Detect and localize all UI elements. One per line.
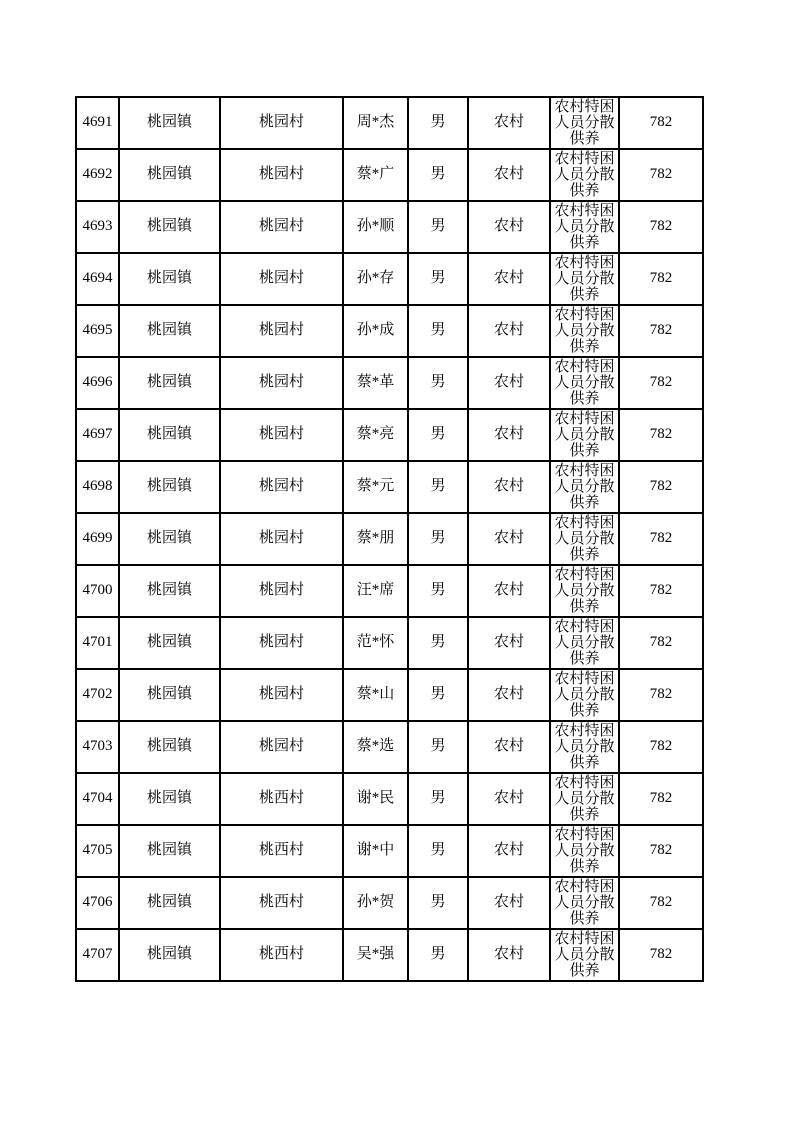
cell-gender: 男 bbox=[408, 305, 468, 357]
cell-person-name: 蔡*亮 bbox=[343, 409, 408, 461]
cell-person-name: 蔡*广 bbox=[343, 149, 408, 201]
table-row bbox=[76, 773, 703, 825]
cell-person-name: 谢*民 bbox=[343, 773, 408, 825]
cell-area-type: 农村 bbox=[468, 721, 550, 773]
cell-town: 桃园镇 bbox=[119, 825, 220, 877]
cell-town: 桃园镇 bbox=[119, 409, 220, 461]
cell-gender: 男 bbox=[408, 253, 468, 305]
table-row bbox=[76, 513, 703, 565]
cell-area-type: 农村 bbox=[468, 929, 550, 981]
cell-support-type: 农村特困人员分散供养 bbox=[550, 929, 619, 981]
cell-town: 桃园镇 bbox=[119, 253, 220, 305]
cell-area-type: 农村 bbox=[468, 97, 550, 149]
cell-amount: 782 bbox=[619, 409, 703, 461]
cell-person-name: 蔡*革 bbox=[343, 357, 408, 409]
cell-gender: 男 bbox=[408, 565, 468, 617]
cell-amount: 782 bbox=[619, 253, 703, 305]
cell-gender: 男 bbox=[408, 149, 468, 201]
table-row bbox=[76, 305, 703, 357]
cell-amount: 782 bbox=[619, 825, 703, 877]
cell-village: 桃西村 bbox=[220, 773, 343, 825]
cell-amount: 782 bbox=[619, 669, 703, 721]
cell-support-type: 农村特困人员分散供养 bbox=[550, 253, 619, 305]
cell-person-name: 周*杰 bbox=[343, 97, 408, 149]
cell-gender: 男 bbox=[408, 877, 468, 929]
cell-town: 桃园镇 bbox=[119, 513, 220, 565]
cell-amount: 782 bbox=[619, 305, 703, 357]
cell-serial-number: 4703 bbox=[76, 721, 119, 773]
cell-support-type: 农村特困人员分散供养 bbox=[550, 669, 619, 721]
cell-serial-number: 4692 bbox=[76, 149, 119, 201]
cell-gender: 男 bbox=[408, 357, 468, 409]
table-row bbox=[76, 97, 703, 149]
cell-amount: 782 bbox=[619, 97, 703, 149]
cell-gender: 男 bbox=[408, 929, 468, 981]
cell-town: 桃园镇 bbox=[119, 149, 220, 201]
cell-village: 桃园村 bbox=[220, 201, 343, 253]
cell-support-type: 农村特困人员分散供养 bbox=[550, 513, 619, 565]
cell-area-type: 农村 bbox=[468, 357, 550, 409]
cell-amount: 782 bbox=[619, 149, 703, 201]
cell-person-name: 吴*强 bbox=[343, 929, 408, 981]
table-row bbox=[76, 409, 703, 461]
cell-town: 桃园镇 bbox=[119, 305, 220, 357]
cell-village: 桃园村 bbox=[220, 253, 343, 305]
cell-amount: 782 bbox=[619, 877, 703, 929]
table-row bbox=[76, 201, 703, 253]
cell-person-name: 蔡*元 bbox=[343, 461, 408, 513]
cell-serial-number: 4702 bbox=[76, 669, 119, 721]
cell-amount: 782 bbox=[619, 773, 703, 825]
cell-support-type: 农村特困人员分散供养 bbox=[550, 877, 619, 929]
cell-gender: 男 bbox=[408, 825, 468, 877]
cell-village: 桃园村 bbox=[220, 721, 343, 773]
cell-support-type: 农村特困人员分散供养 bbox=[550, 617, 619, 669]
cell-town: 桃园镇 bbox=[119, 461, 220, 513]
table-row bbox=[76, 357, 703, 409]
cell-serial-number: 4694 bbox=[76, 253, 119, 305]
cell-area-type: 农村 bbox=[468, 617, 550, 669]
cell-village: 桃园村 bbox=[220, 669, 343, 721]
cell-village: 桃园村 bbox=[220, 97, 343, 149]
cell-town: 桃园镇 bbox=[119, 929, 220, 981]
cell-gender: 男 bbox=[408, 201, 468, 253]
cell-support-type: 农村特困人员分散供养 bbox=[550, 149, 619, 201]
cell-village: 桃西村 bbox=[220, 825, 343, 877]
cell-serial-number: 4701 bbox=[76, 617, 119, 669]
cell-serial-number: 4700 bbox=[76, 565, 119, 617]
cell-village: 桃园村 bbox=[220, 149, 343, 201]
table-row bbox=[76, 669, 703, 721]
cell-serial-number: 4707 bbox=[76, 929, 119, 981]
cell-village: 桃园村 bbox=[220, 513, 343, 565]
cell-amount: 782 bbox=[619, 513, 703, 565]
cell-town: 桃园镇 bbox=[119, 201, 220, 253]
cell-support-type: 农村特困人员分散供养 bbox=[550, 565, 619, 617]
cell-amount: 782 bbox=[619, 929, 703, 981]
cell-village: 桃园村 bbox=[220, 357, 343, 409]
cell-person-name: 范*怀 bbox=[343, 617, 408, 669]
table-row bbox=[76, 253, 703, 305]
cell-serial-number: 4706 bbox=[76, 877, 119, 929]
table-row bbox=[76, 825, 703, 877]
cell-gender: 男 bbox=[408, 97, 468, 149]
cell-serial-number: 4699 bbox=[76, 513, 119, 565]
cell-village: 桃园村 bbox=[220, 409, 343, 461]
cell-town: 桃园镇 bbox=[119, 617, 220, 669]
cell-area-type: 农村 bbox=[468, 773, 550, 825]
cell-town: 桃园镇 bbox=[119, 97, 220, 149]
cell-area-type: 农村 bbox=[468, 253, 550, 305]
cell-amount: 782 bbox=[619, 617, 703, 669]
cell-support-type: 农村特困人员分散供养 bbox=[550, 97, 619, 149]
cell-amount: 782 bbox=[619, 357, 703, 409]
cell-village: 桃西村 bbox=[220, 877, 343, 929]
cell-serial-number: 4705 bbox=[76, 825, 119, 877]
cell-person-name: 孙*贺 bbox=[343, 877, 408, 929]
table-row bbox=[76, 149, 703, 201]
cell-support-type: 农村特困人员分散供养 bbox=[550, 357, 619, 409]
cell-area-type: 农村 bbox=[468, 305, 550, 357]
cell-area-type: 农村 bbox=[468, 877, 550, 929]
cell-area-type: 农村 bbox=[468, 669, 550, 721]
cell-serial-number: 4691 bbox=[76, 97, 119, 149]
cell-town: 桃园镇 bbox=[119, 877, 220, 929]
cell-area-type: 农村 bbox=[468, 825, 550, 877]
cell-area-type: 农村 bbox=[468, 513, 550, 565]
table-row bbox=[76, 929, 703, 981]
cell-gender: 男 bbox=[408, 513, 468, 565]
cell-area-type: 农村 bbox=[468, 409, 550, 461]
cell-person-name: 蔡*山 bbox=[343, 669, 408, 721]
cell-amount: 782 bbox=[619, 721, 703, 773]
cell-gender: 男 bbox=[408, 721, 468, 773]
cell-gender: 男 bbox=[408, 773, 468, 825]
table-row bbox=[76, 565, 703, 617]
cell-gender: 男 bbox=[408, 617, 468, 669]
table-body bbox=[76, 97, 703, 981]
cell-person-name: 蔡*朋 bbox=[343, 513, 408, 565]
cell-gender: 男 bbox=[408, 461, 468, 513]
cell-support-type: 农村特困人员分散供养 bbox=[550, 773, 619, 825]
cell-person-name: 蔡*选 bbox=[343, 721, 408, 773]
cell-person-name: 谢*中 bbox=[343, 825, 408, 877]
cell-person-name: 孙*顺 bbox=[343, 201, 408, 253]
cell-town: 桃园镇 bbox=[119, 721, 220, 773]
cell-town: 桃园镇 bbox=[119, 669, 220, 721]
cell-village: 桃西村 bbox=[220, 929, 343, 981]
cell-gender: 男 bbox=[408, 409, 468, 461]
cell-area-type: 农村 bbox=[468, 201, 550, 253]
cell-town: 桃园镇 bbox=[119, 565, 220, 617]
table-row bbox=[76, 617, 703, 669]
cell-support-type: 农村特困人员分散供养 bbox=[550, 409, 619, 461]
cell-serial-number: 4698 bbox=[76, 461, 119, 513]
cell-village: 桃园村 bbox=[220, 305, 343, 357]
cell-gender: 男 bbox=[408, 669, 468, 721]
cell-area-type: 农村 bbox=[468, 565, 550, 617]
cell-person-name: 孙*成 bbox=[343, 305, 408, 357]
cell-person-name: 汪*席 bbox=[343, 565, 408, 617]
cell-support-type: 农村特困人员分散供养 bbox=[550, 825, 619, 877]
table-row bbox=[76, 721, 703, 773]
cell-amount: 782 bbox=[619, 201, 703, 253]
cell-serial-number: 4695 bbox=[76, 305, 119, 357]
cell-village: 桃园村 bbox=[220, 565, 343, 617]
cell-support-type: 农村特困人员分散供养 bbox=[550, 201, 619, 253]
cell-village: 桃园村 bbox=[220, 461, 343, 513]
cell-serial-number: 4696 bbox=[76, 357, 119, 409]
cell-amount: 782 bbox=[619, 565, 703, 617]
cell-support-type: 农村特困人员分散供养 bbox=[550, 305, 619, 357]
cell-serial-number: 4704 bbox=[76, 773, 119, 825]
cell-person-name: 孙*存 bbox=[343, 253, 408, 305]
cell-amount: 782 bbox=[619, 461, 703, 513]
cell-village: 桃园村 bbox=[220, 617, 343, 669]
cell-serial-number: 4697 bbox=[76, 409, 119, 461]
cell-area-type: 农村 bbox=[468, 149, 550, 201]
cell-town: 桃园镇 bbox=[119, 357, 220, 409]
records-table bbox=[75, 96, 704, 982]
table-row bbox=[76, 877, 703, 929]
cell-serial-number: 4693 bbox=[76, 201, 119, 253]
table-row bbox=[76, 461, 703, 513]
cell-area-type: 农村 bbox=[468, 461, 550, 513]
cell-town: 桃园镇 bbox=[119, 773, 220, 825]
cell-support-type: 农村特困人员分散供养 bbox=[550, 461, 619, 513]
cell-support-type: 农村特困人员分散供养 bbox=[550, 721, 619, 773]
